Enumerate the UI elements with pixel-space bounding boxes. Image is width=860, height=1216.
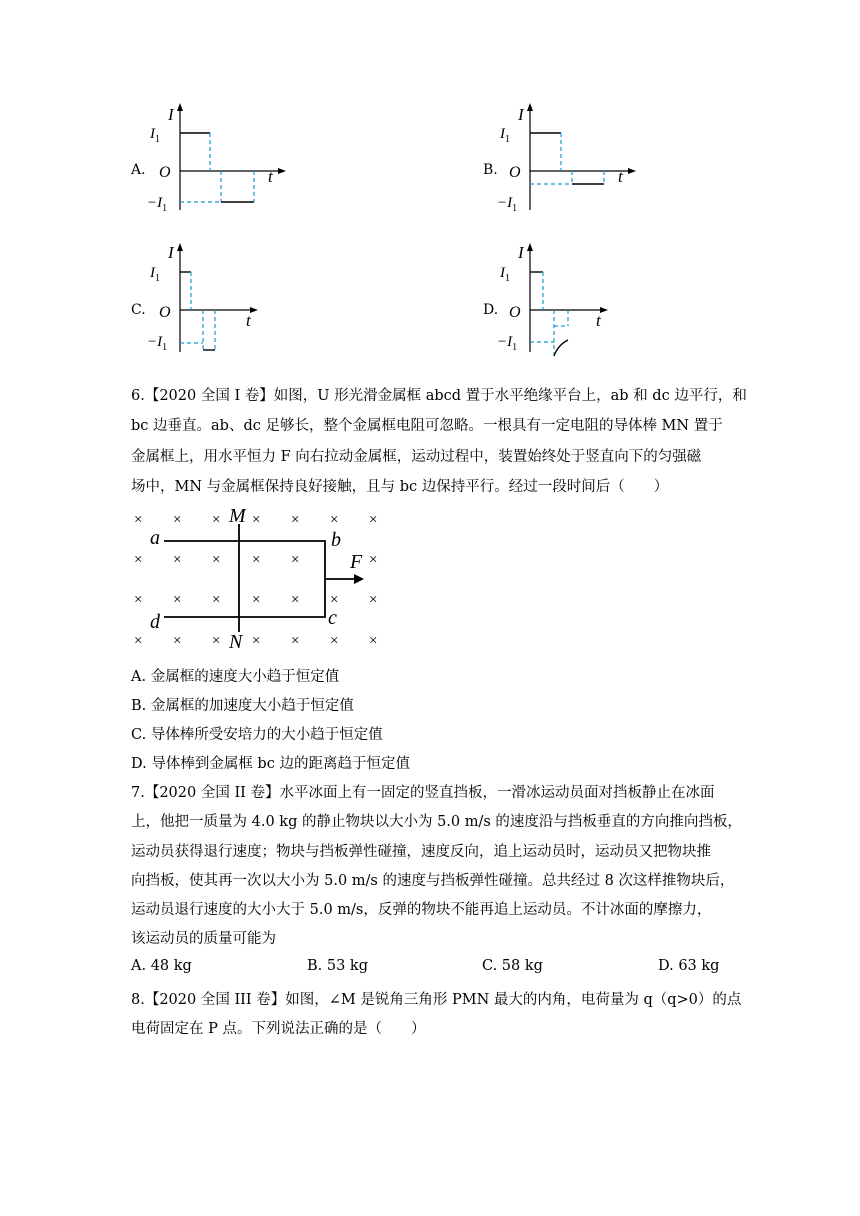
neg-i1-label: −I	[147, 195, 163, 211]
q7-option-d: D. 63 kg	[658, 958, 720, 974]
i1-label: I	[500, 265, 505, 281]
q7-line-1: 7.【2020 全国 II 卷】水平冰面上有一固定的竖直挡板，一滑冰运动员面对挡板静止在冰面	[131, 785, 715, 801]
origin-label: O	[509, 164, 521, 181]
origin-label: O	[159, 304, 171, 321]
option-b-letter: B.	[483, 162, 498, 178]
q6-figure	[128, 500, 390, 655]
graph-d	[497, 240, 620, 355]
label-f: F	[350, 551, 363, 573]
q7-option-a: A. 48 kg	[131, 958, 192, 974]
q6-line-3: 金属框上，用水平恒力 F 向右拉动金属框，运动过程中，装置始终处于竖直向下的匀强磁	[131, 449, 702, 465]
svg-text:×: ×	[330, 512, 339, 528]
svg-text:×: ×	[252, 633, 261, 649]
origin-label: O	[159, 164, 171, 181]
svg-text:×: ×	[291, 633, 300, 649]
q7-line-5: 运动员退行速度的大小大于 5.0 m/s，反弹的物块不能再追上运动员。不计冰面的摩擦力，	[131, 902, 712, 918]
svg-text:−I1: $-I_1$	[497, 195, 518, 214]
neg-i1-label: −I	[497, 195, 513, 211]
svg-text:×: ×	[212, 633, 221, 649]
svg-text:I1: $I_1$	[150, 126, 160, 145]
svg-text:×: ×	[369, 552, 378, 568]
svg-text:×: ×	[291, 592, 300, 608]
neg-i1-label: −I	[147, 334, 163, 350]
q6-option-b: B. 金属框的加速度大小趋于恒定值	[131, 698, 354, 714]
svg-text:×: ×	[173, 512, 182, 528]
svg-text:×: ×	[252, 592, 261, 608]
option-a-letter: A.	[131, 162, 146, 178]
svg-text:×: ×	[134, 633, 143, 649]
q6-option-d: D. 导体棒到金属框 bc 边的距离趋于恒定值	[131, 756, 410, 772]
label-a: a	[150, 527, 160, 549]
svg-text:×: ×	[369, 512, 378, 528]
axis-i-label: I	[518, 105, 524, 124]
svg-text:×: ×	[291, 512, 300, 528]
svg-text:×: ×	[134, 592, 143, 608]
svg-text:I1: $I_1$	[150, 265, 160, 284]
svg-text:×: ×	[173, 633, 182, 649]
svg-text:×: ×	[173, 552, 182, 568]
svg-text:×: ×	[252, 552, 261, 568]
q7-option-c: C. 58 kg	[482, 958, 543, 974]
svg-text:I1: $I_1$	[500, 126, 510, 145]
i1-label: I	[150, 265, 155, 281]
axis-i-label: I	[518, 243, 524, 262]
label-m: M	[229, 505, 246, 527]
svg-text:×: ×	[212, 552, 221, 568]
i1-label: I	[150, 126, 155, 142]
svg-text:×: ×	[291, 552, 300, 568]
axis-t-label: t	[618, 167, 623, 186]
label-d: d	[150, 611, 160, 633]
q7-line-4: 向挡板，使其再一次以大小为 5.0 m/s 的速度与挡板弹性碰撞。总共经过 8 次这样推物块后，	[131, 873, 735, 889]
graph-c	[147, 240, 270, 355]
q7-line-2: 上，他把一质量为 4.0 kg 的静止物块以大小为 5.0 m/s 的速度沿与挡板垂直的方向推向挡板，	[131, 814, 742, 830]
svg-text:×: ×	[369, 633, 378, 649]
graph-b	[497, 100, 640, 215]
label-n: N	[229, 631, 243, 653]
svg-text:−I1: $-I_1$	[147, 195, 168, 214]
svg-text:×: ×	[330, 592, 339, 608]
svg-text:×: ×	[330, 633, 339, 649]
svg-text:×: ×	[252, 512, 261, 528]
i1-label: I	[500, 126, 505, 142]
svg-text:×: ×	[212, 512, 221, 528]
q6-line-1: 6.【2020 全国 I 卷】如图，U 形光滑金属框 abcd 置于水平绝缘平台上，ab 和 dc 边平行，和	[131, 388, 747, 404]
q6-line-2: bc 边垂直。ab、dc 足够长，整个金属框电阻可忽略。一根具有一定电阻的导体棒 MN 置于	[131, 418, 723, 434]
svg-text:×: ×	[212, 592, 221, 608]
neg-i1-label: −I	[497, 334, 513, 350]
q7-line-6: 该运动员的质量可能为	[131, 931, 276, 947]
u-frame	[164, 541, 325, 617]
axis-t-label: t	[246, 311, 251, 330]
label-c: c	[328, 607, 337, 629]
axis-i-label: I	[168, 105, 174, 124]
q6-option-c: C. 导体棒所受安培力的大小趋于恒定值	[131, 727, 383, 743]
q7-option-b: B. 53 kg	[307, 958, 369, 974]
svg-text:×: ×	[369, 592, 378, 608]
option-c-letter: C.	[131, 302, 146, 318]
option-d-letter: D.	[483, 302, 499, 318]
axis-t-label: t	[596, 311, 601, 330]
svg-text:×: ×	[134, 512, 143, 528]
q8-line-2: 电荷固定在 P 点。下列说法正确的是（ ）	[131, 1021, 426, 1037]
axis-i-label: I	[168, 243, 174, 262]
graph-a	[147, 100, 290, 215]
svg-text:−I1: $-I_1$	[497, 334, 518, 353]
origin-label: O	[509, 304, 521, 321]
svg-text:×: ×	[173, 592, 182, 608]
label-b: b	[331, 529, 341, 551]
q6-line-4: 场中，MN 与金属框保持良好接触，且与 bc 边保持平行。经过一段时间后（ ）	[131, 479, 669, 495]
svg-text:−I1: $-I_1$	[147, 334, 168, 353]
q8-line-1: 8.【2020 全国 III 卷】如图，∠M 是锐角三角形 PMN 最大的内角，电荷量为 q（q>0）的点	[131, 992, 742, 1008]
axis-t-label: t	[268, 167, 273, 186]
q7-line-3: 运动员获得退行速度；物块与挡板弹性碰撞，速度反向，追上运动员时，运动员又把物块推	[131, 844, 711, 860]
svg-text:×: ×	[134, 552, 143, 568]
svg-text:I1: $I_1$	[500, 265, 510, 284]
q6-option-a: A. 金属框的速度大小趋于恒定值	[131, 669, 340, 685]
